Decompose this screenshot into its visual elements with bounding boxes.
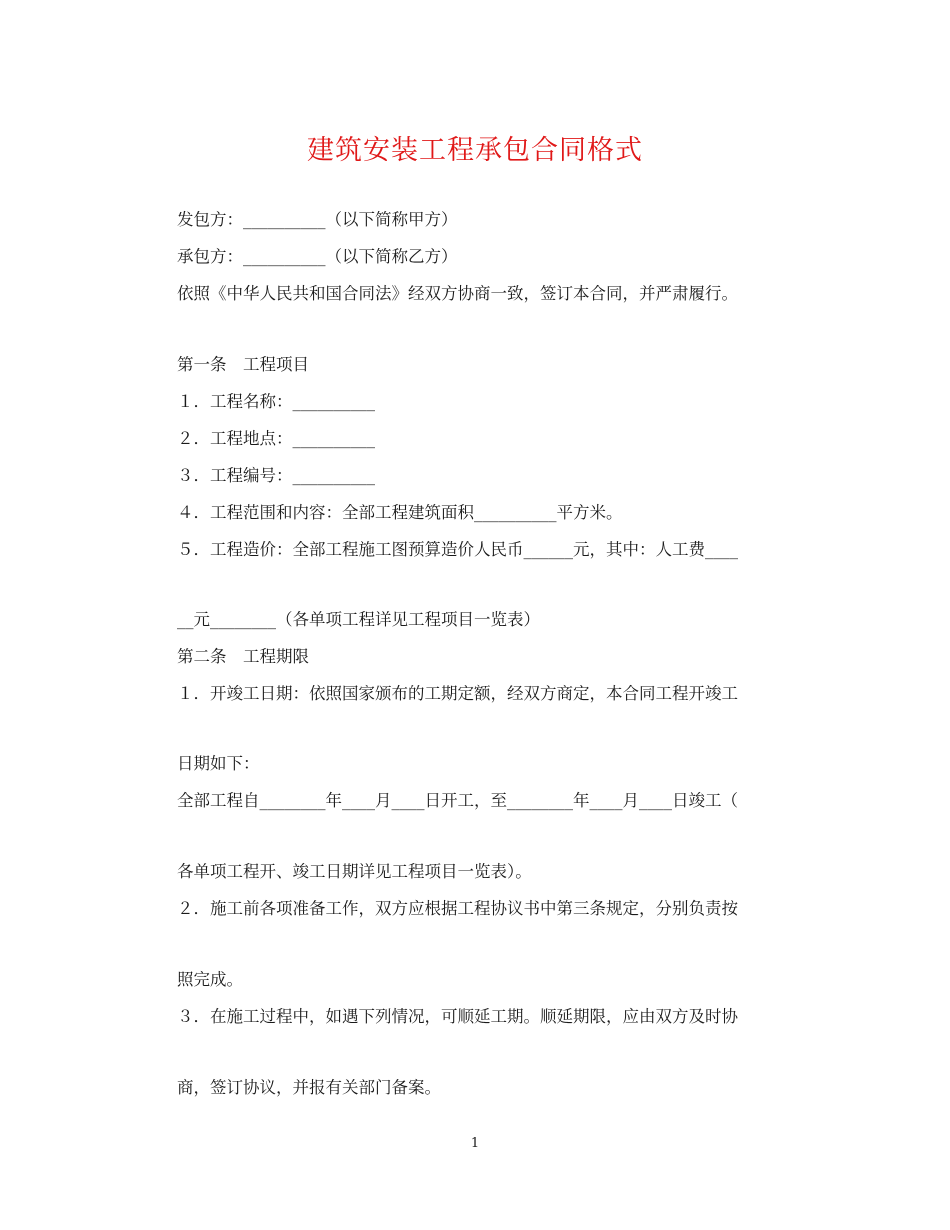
schedule-item-1-cont: 日期如下： [177, 754, 260, 773]
project-number-line: ３．工程编号：__________ [177, 466, 375, 485]
document-title: 建筑安装工程承包合同格式 [307, 135, 643, 166]
article-2-heading: 第二条 工程期限 [177, 647, 309, 666]
schedule-item-2: ２．施工前各项准备工作，双方应根据工程协议书中第三条规定，分别负责按 [177, 899, 738, 918]
party-b-line: 承包方：__________（以下简称乙方） [177, 247, 458, 266]
schedule-item-3: ３．在施工过程中，如遇下列情况，可顺延工期。顺延期限，应由双方及时协 [177, 1007, 738, 1026]
project-location-line: ２．工程地点：__________ [177, 429, 375, 448]
project-scope-line: ４．工程范围和内容：全部工程建筑面积__________平方米。 [177, 503, 623, 522]
page-number: 1 [470, 1136, 480, 1151]
schedule-item-3-cont: 商，签订协议，并报有关部门备案。 [177, 1078, 441, 1097]
project-name-line: １．工程名称：__________ [177, 392, 375, 411]
schedule-item-2-cont: 照完成。 [177, 970, 243, 989]
party-a-line: 发包方：__________（以下简称甲方） [177, 210, 458, 229]
schedule-item-1: １．开竣工日期：依照国家颁布的工期定额，经双方商定，本合同工程开竣工 [177, 684, 738, 703]
schedule-dates-line: 全部工程自________年____月____日开工，至________年____月____日竣工（ [177, 791, 738, 810]
preamble-line: 依照《中华人民共和国合同法》经双方协商一致，签订本合同，并严肃履行。 [177, 284, 738, 303]
project-cost-line-cont: __元________（各单项工程详见工程项目一览表） [177, 610, 540, 629]
project-cost-line: ５．工程造价：全部工程施工图预算造价人民币______元，其中：人工费____ [177, 540, 738, 559]
schedule-dates-line-cont: 各单项工程开、竣工日期详见工程项目一览表）。 [177, 862, 532, 881]
article-1-heading: 第一条 工程项目 [177, 355, 309, 374]
